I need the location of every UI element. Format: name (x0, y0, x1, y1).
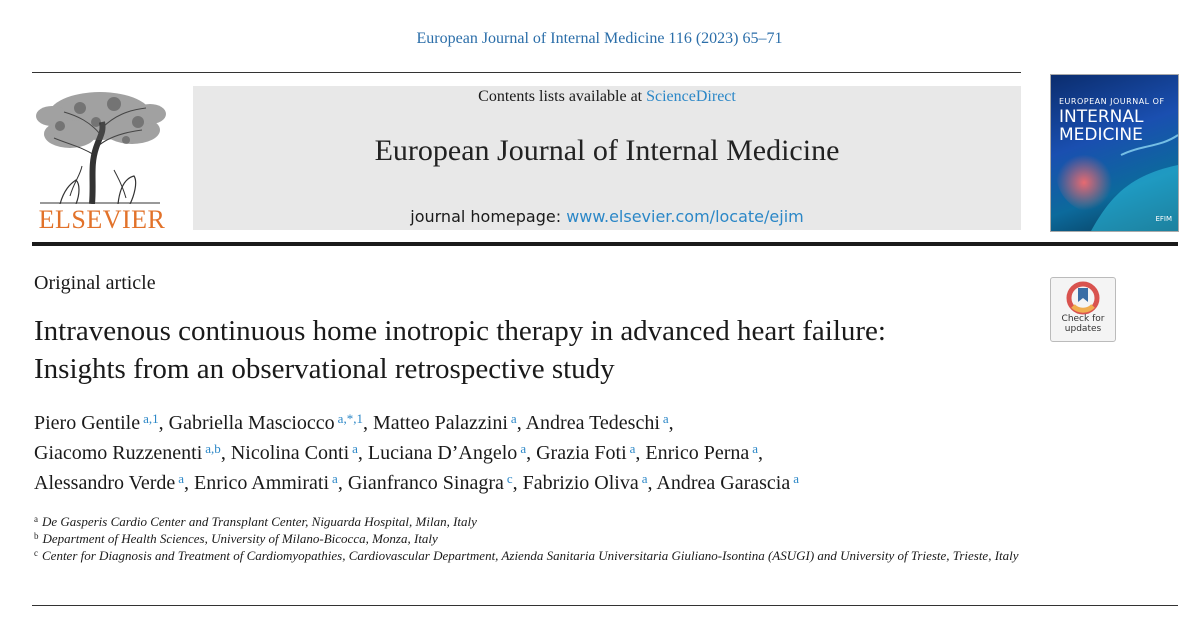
top-divider (32, 72, 1021, 73)
author-name: Matteo Palazzini (372, 412, 508, 434)
article-title-line-2: Insights from an observational retrospective study (34, 353, 615, 385)
author-name: Gianfranco Sinagra (347, 472, 504, 494)
author-link[interactable] (169, 412, 363, 434)
affiliation-item (34, 548, 1034, 564)
author-link[interactable] (526, 412, 669, 434)
journal-title: European Journal of Internal Medicine (374, 134, 840, 167)
homepage-line (193, 207, 1021, 226)
author-separator: , (516, 412, 522, 434)
article-type: Original article (34, 272, 156, 294)
author-name: Alessandro Verde (34, 472, 176, 494)
elsevier-wordmark: ELSEVIER (38, 205, 166, 234)
author-name: Gabriella Masciocco (168, 412, 335, 434)
cover-line-3: MEDICINE (1059, 125, 1143, 145)
author-name: Piero Gentile (34, 412, 141, 434)
author-name: Andrea Garascia (656, 472, 791, 494)
author-name: Enrico Ammirati (194, 472, 330, 494)
author-affiliation-marker[interactable]: a (178, 471, 185, 486)
author-separator: , (635, 442, 641, 464)
author-link[interactable] (523, 472, 648, 494)
author-separator: , (362, 412, 368, 434)
author-affiliation-marker[interactable]: a (510, 411, 517, 426)
bottom-divider (32, 605, 1178, 606)
sciencedirect-link[interactable]: ScienceDirect (646, 88, 736, 105)
author-link[interactable] (645, 442, 758, 464)
author-affiliation-marker[interactable]: a (629, 441, 636, 456)
author-name: Enrico Perna (645, 442, 750, 464)
article-title-line-1: Intravenous continuous home inotropic therapy in advanced heart failure: (34, 315, 886, 347)
author-separator: , (220, 442, 226, 464)
author-link[interactable] (194, 472, 338, 494)
author-affiliation-marker[interactable]: a,b (205, 441, 221, 456)
author-separator: , (158, 412, 164, 434)
author-link[interactable] (34, 442, 221, 464)
cover-line-1: EUROPEAN JOURNAL OF (1059, 97, 1165, 106)
affiliation-key: b (34, 531, 39, 541)
contents-line (193, 88, 1021, 106)
author-affiliation-marker[interactable]: a (520, 441, 527, 456)
author-link[interactable] (656, 472, 799, 494)
affiliation-text: Center for Diagnosis and Treatment of Cardiomyopathies, Cardiovascular Department, Azienda Sanitaria Universitaria Giuliano-Isontina (ASUGI) and University of Trieste, Trieste, Italy (42, 548, 1019, 563)
affiliation-item (34, 514, 1034, 530)
author-name: Grazia Foti (536, 442, 627, 464)
article-title (34, 312, 1034, 388)
author-separator: , (668, 412, 674, 434)
author-link[interactable] (373, 412, 517, 434)
author-affiliation-marker[interactable]: a,1 (143, 411, 159, 426)
contents-prefix: Contents lists available at (478, 88, 647, 105)
affiliation-text: Department of Health Sciences, University of Milano-Bicocca, Monza, Italy (42, 531, 438, 546)
author-link[interactable] (34, 472, 184, 494)
author-name: Andrea Tedeschi (525, 412, 660, 434)
author-separator: , (184, 472, 190, 494)
author-separator: , (357, 442, 363, 464)
journal-citation-link[interactable]: European Journal of Internal Medicine 116 (2023) 65–71 (416, 30, 783, 47)
author-separator: , (512, 472, 518, 494)
header-divider (32, 242, 1178, 246)
author-name: Nicolina Conti (230, 442, 350, 464)
author-link[interactable] (34, 412, 159, 434)
check-for-updates-button[interactable] (1050, 277, 1116, 342)
affiliation-key: a (34, 514, 38, 524)
author-name: Fabrizio Oliva (522, 472, 639, 494)
author-affiliation-marker[interactable]: a (332, 471, 338, 486)
author-link[interactable] (368, 442, 526, 464)
badge-line-1: Check for (1061, 314, 1105, 324)
author-affiliation-marker[interactable]: a (641, 471, 648, 486)
author-separator: , (526, 442, 532, 464)
author-affiliation-marker[interactable]: a (352, 441, 358, 456)
badge-line-2: updates (1064, 324, 1102, 334)
cover-efim-badge: EFIM (1155, 215, 1172, 223)
cover-line-2: INTERNAL (1059, 107, 1144, 127)
affiliation-item (34, 531, 1034, 547)
journal-masthead (193, 86, 1021, 230)
author-link[interactable] (231, 442, 358, 464)
elsevier-tree-icon (30, 86, 170, 204)
author-name: Luciana D’Angelo (367, 442, 518, 464)
author-separator: , (337, 472, 343, 494)
crossmark-icon (1051, 280, 1115, 316)
author-separator: , (647, 472, 653, 494)
check-for-updates-label (1051, 314, 1115, 334)
affiliation-list (34, 514, 1034, 565)
author-list (34, 408, 1134, 498)
author-affiliation-marker[interactable]: a (752, 441, 759, 456)
author-separator: , (758, 442, 764, 464)
author-affiliation-marker[interactable]: a,*,1 (337, 411, 363, 426)
author-affiliation-marker[interactable]: a (662, 411, 669, 426)
homepage-prefix: journal homepage: (410, 207, 567, 226)
author-link[interactable] (348, 472, 513, 494)
author-affiliation-marker[interactable]: c (506, 471, 513, 486)
author-name: Giacomo Ruzzenenti (34, 442, 203, 464)
author-link[interactable] (536, 442, 635, 464)
journal-cover-image[interactable] (1050, 74, 1179, 232)
affiliation-text: De Gasperis Cardio Center and Transplant Center, Niguarda Hospital, Milan, Italy (42, 514, 477, 529)
journal-homepage-link[interactable]: www.elsevier.com/locate/ejim (566, 207, 804, 226)
author-affiliation-marker[interactable]: a (793, 471, 800, 486)
affiliation-key: c (34, 548, 38, 558)
